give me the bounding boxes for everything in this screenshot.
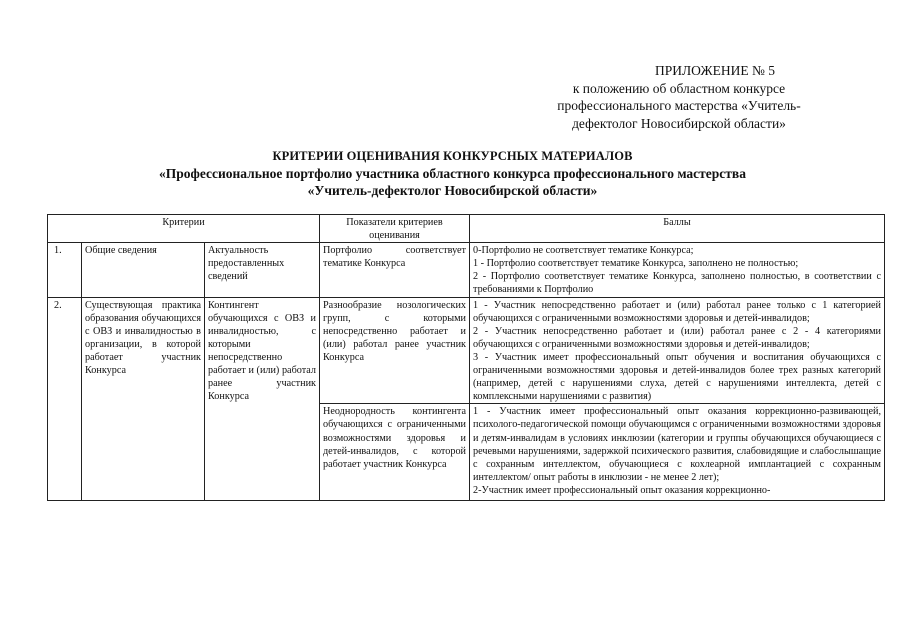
points-item: 0-Портфолио не соответствует тематике Конкурса; <box>473 245 694 257</box>
header-indicators: Показатели критериев оценивания <box>320 215 470 243</box>
points-item: 1 - Участник имеет профессиональный опыт оказания коррекционно-развивающей, психолого-педагогической помощи обучающимся с ограниченными возможностями здоровья и детям-инвалидам в условиях инклюзии (категории и группы обучающихся обучающиеся с речевыми нарушениями, задержкой психического развития, слабовидящие и слабослышащие с сохранным интеллектом, обучающиеся с кохлеарной имплантацией с сохранным интеллектом/ опыт работы в инклюзии - не менее 2 лет); <box>473 406 881 483</box>
row-number: 2. <box>48 297 82 500</box>
appendix-line: к положению об областном конкурсе <box>572 80 786 96</box>
criterion-cell: Существующая практика образования обучающихся с ОВЗ и инвалидностью в организации, в которой работает участник Конкурса <box>82 297 205 500</box>
title-line: КРИТЕРИИ ОЦЕНИВАНИЯ КОНКУРСНЫХ МАТЕРИАЛОВ <box>272 149 633 163</box>
points-item: 1 - Портфолио соответствует тематике Конкурса, заполнено не полностью; <box>473 258 799 270</box>
points-cell <box>470 404 885 501</box>
appendix-line: дефектолог Новосибирской области» <box>572 115 786 131</box>
indicator-cell: Неоднородность контингента обучающихся с ограниченными возможностями здоровья и детей-инвалидов, с которой работает участник Конкурса <box>320 404 470 501</box>
points-item: 1 - Участник непосредственно работает и (или) работал ранее только с 1 категорией обучающихся с ограниченными возможностями здоровья и детей-инвалидов; <box>473 299 881 324</box>
points-item: 2-Участник имеет профессиональный опыт оказания коррекционно- <box>473 484 771 496</box>
points-item: 2 - Участник непосредственно работает и (или) работал ранее с 2 - 4 категориями обучающихся с ограниченными возможностями здоровья и детей-инвалидов; <box>473 325 881 350</box>
row-number: 1. <box>48 243 82 297</box>
table-row <box>48 243 885 297</box>
appendix-line: профессионального мастерства «Учитель- <box>557 98 801 113</box>
document-title <box>40 148 865 199</box>
table-header-row <box>48 215 885 243</box>
points-item: 3 - Участник имеет профессиональный опыт обучения и воспитания обучающихся с ограниченными возможностями здоровья и детей-инвалидов более трех разных категорий (например, детей с нарушениями слуха, детей с нарушениями интеллекта, детей с комплексными нарушениями с развития) <box>473 351 881 403</box>
header-criteria: Критерии <box>48 215 320 243</box>
appendix-title: ПРИЛОЖЕНИЕ № 5 <box>654 63 776 78</box>
title-line: «Учитель-дефектолог Новосибирской области» <box>307 183 598 198</box>
points-cell <box>470 297 885 404</box>
table-row <box>48 297 885 404</box>
indicator-cell: Разнообразие нозологических групп, с которыми непосредственно работает и (или) работал ранее участник Конкурса <box>320 297 470 404</box>
criteria-table <box>47 214 885 501</box>
criterion-cell: Общие сведения <box>82 243 205 297</box>
appendix-header <box>529 62 829 132</box>
points-item: 2 - Портфолио соответствует тематике Конкурса, заполнено полностью, в соответствии с требованиями к Портфолио <box>473 271 881 296</box>
title-line: «Профессиональное портфолио участника областного конкурса профессионального мастерства <box>159 166 746 181</box>
indicator-cell: Портфолио соответствует тематике Конкурса <box>320 243 470 297</box>
subcriterion-cell: Контингент обучающихся с ОВЗ и инвалидностью, с которыми непосредственно работает и (или) работал ранее участник Конкурса <box>205 297 320 500</box>
points-cell <box>470 243 885 297</box>
subcriterion-cell: Актуальность предоставленных сведений <box>205 243 320 297</box>
header-points: Баллы <box>470 215 885 243</box>
